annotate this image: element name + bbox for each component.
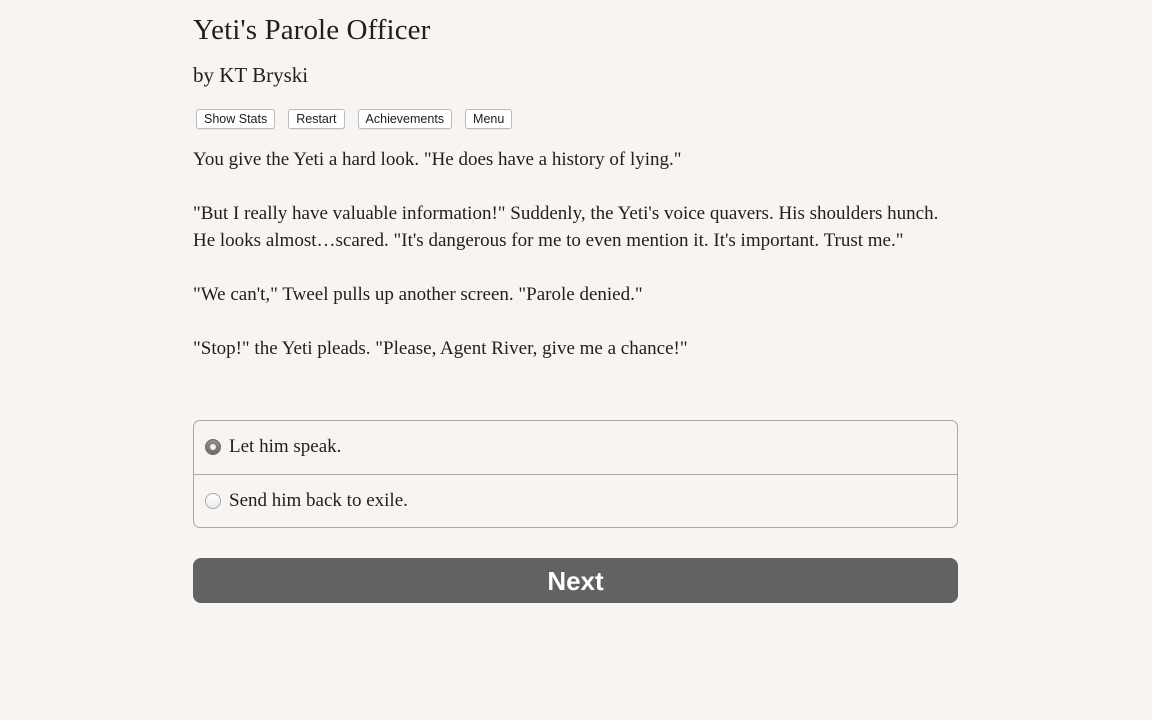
story-text — [193, 146, 959, 389]
story-paragraph: "We can't," Tweel pulls up another screen. "Parole denied." — [193, 284, 643, 305]
radio-checked-icon[interactable] — [205, 439, 221, 455]
game-title: Yeti's Parole Officer — [193, 14, 431, 46]
choice-label: Let him speak. — [229, 436, 342, 457]
next-button[interactable]: Next — [193, 558, 958, 603]
choice-list — [193, 420, 958, 528]
toolbar — [196, 109, 512, 129]
choice-send-back-to-exile[interactable] — [194, 475, 957, 528]
story-paragraph: "Stop!" the Yeti pleads. "Please, Agent River, give me a chance!" — [193, 338, 688, 359]
game-author: by KT Bryski — [193, 63, 309, 87]
menu-button[interactable]: Menu — [465, 109, 512, 129]
show-stats-button[interactable]: Show Stats — [196, 109, 275, 129]
restart-button[interactable]: Restart — [288, 109, 344, 129]
radio-unchecked-icon[interactable] — [205, 493, 221, 509]
story-paragraph: "But I really have valuable information!" Suddenly, the Yeti's voice quavers. His shoulders hunch. He looks almost…scared. "It's dangerous for me to even mention it. It's important. Trust me." — [193, 203, 939, 251]
choice-let-him-speak[interactable] — [194, 421, 957, 475]
choice-label: Send him back to exile. — [229, 490, 408, 511]
story-paragraph: You give the Yeti a hard look. "He does have a history of lying." — [193, 149, 682, 170]
achievements-button[interactable]: Achievements — [358, 109, 453, 129]
